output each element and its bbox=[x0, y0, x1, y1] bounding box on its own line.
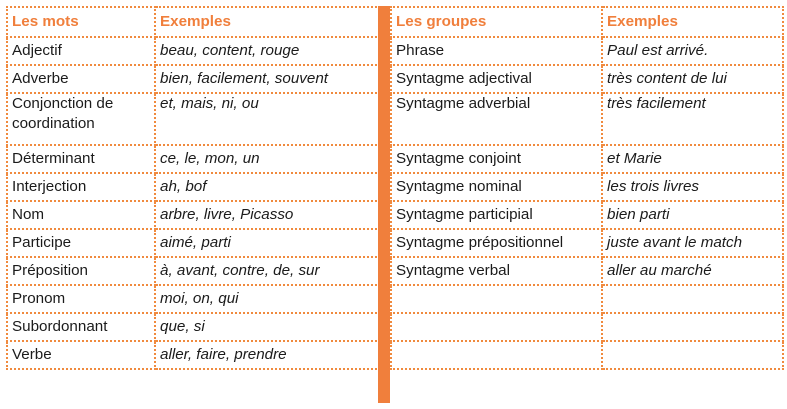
mot-cell: Adverbe bbox=[7, 65, 155, 93]
groupe-cell: Syntagme verbal bbox=[391, 257, 602, 285]
exemple-cell: aimé, parti bbox=[155, 229, 379, 257]
exemple-cell: juste avant le match bbox=[602, 229, 783, 257]
exemple-cell: beau, content, rouge bbox=[155, 37, 379, 65]
groupe-cell: Syntagme participial bbox=[391, 201, 602, 229]
exemple-cell bbox=[602, 341, 783, 369]
exemple-cell: moi, on, qui bbox=[155, 285, 379, 313]
exemple-cell: Paul est arrivé. bbox=[602, 37, 783, 65]
header-groupes: Les groupes bbox=[391, 7, 602, 37]
mot-cell: Nom bbox=[7, 201, 155, 229]
exemple-cell: et, mais, ni, ou bbox=[155, 93, 379, 145]
groupe-cell bbox=[391, 313, 602, 341]
exemple-cell: ce, le, mon, un bbox=[155, 145, 379, 173]
groupe-cell: Syntagme prépositionnel bbox=[391, 229, 602, 257]
header-exemples-groupes: Exemples bbox=[602, 7, 783, 37]
mot-cell: Conjonction de coordination bbox=[7, 93, 155, 145]
header-exemples-mots: Exemples bbox=[155, 7, 379, 37]
table-row bbox=[391, 93, 783, 145]
exemple-cell: aller au marché bbox=[602, 257, 783, 285]
exemple-cell: bien, facilement, souvent bbox=[155, 65, 379, 93]
groupe-cell: Syntagme conjoint bbox=[391, 145, 602, 173]
table-row bbox=[7, 93, 379, 145]
table-row bbox=[391, 173, 783, 201]
words-table bbox=[6, 6, 380, 370]
mot-cell: Interjection bbox=[7, 173, 155, 201]
exemple-cell: bien parti bbox=[602, 201, 783, 229]
table-row bbox=[391, 37, 783, 65]
mot-cell: Déterminant bbox=[7, 145, 155, 173]
exemple-cell bbox=[602, 285, 783, 313]
table-row bbox=[391, 229, 783, 257]
table-row bbox=[391, 65, 783, 93]
groupe-cell: Syntagme adverbial bbox=[391, 93, 602, 145]
table-row bbox=[391, 285, 783, 313]
table-row bbox=[391, 145, 783, 173]
exemple-cell: arbre, livre, Picasso bbox=[155, 201, 379, 229]
groupe-cell bbox=[391, 341, 602, 369]
mot-cell: Verbe bbox=[7, 341, 155, 369]
mot-cell: Adjectif bbox=[7, 37, 155, 65]
mot-cell: Subordonnant bbox=[7, 313, 155, 341]
table-row bbox=[7, 229, 379, 257]
exemple-cell: à, avant, contre, de, sur bbox=[155, 257, 379, 285]
table-row bbox=[7, 285, 379, 313]
table-row bbox=[7, 37, 379, 65]
table-row bbox=[7, 145, 379, 173]
groupe-cell: Phrase bbox=[391, 37, 602, 65]
table-row bbox=[7, 257, 379, 285]
exemple-cell: les trois livres bbox=[602, 173, 783, 201]
exemple-cell bbox=[602, 313, 783, 341]
groupe-cell: Syntagme adjectival bbox=[391, 65, 602, 93]
table-row bbox=[391, 201, 783, 229]
mot-cell: Pronom bbox=[7, 285, 155, 313]
table-row bbox=[391, 341, 783, 369]
header-mots: Les mots bbox=[7, 7, 155, 37]
exemple-cell: très content de lui bbox=[602, 65, 783, 93]
exemple-cell: ah, bof bbox=[155, 173, 379, 201]
mot-cell: Participe bbox=[7, 229, 155, 257]
table-row bbox=[7, 65, 379, 93]
orange-divider bbox=[378, 6, 390, 403]
table-row bbox=[7, 173, 379, 201]
table-row bbox=[391, 313, 783, 341]
groupe-cell: Syntagme nominal bbox=[391, 173, 602, 201]
table-row bbox=[7, 313, 379, 341]
exemple-cell: que, si bbox=[155, 313, 379, 341]
table-row bbox=[7, 341, 379, 369]
table-row bbox=[391, 257, 783, 285]
exemple-cell: et Marie bbox=[602, 145, 783, 173]
groups-table bbox=[390, 6, 784, 370]
exemple-cell: aller, faire, prendre bbox=[155, 341, 379, 369]
mot-cell: Préposition bbox=[7, 257, 155, 285]
groupe-cell bbox=[391, 285, 602, 313]
exemple-cell: très facilement bbox=[602, 93, 783, 145]
table-row bbox=[7, 201, 379, 229]
